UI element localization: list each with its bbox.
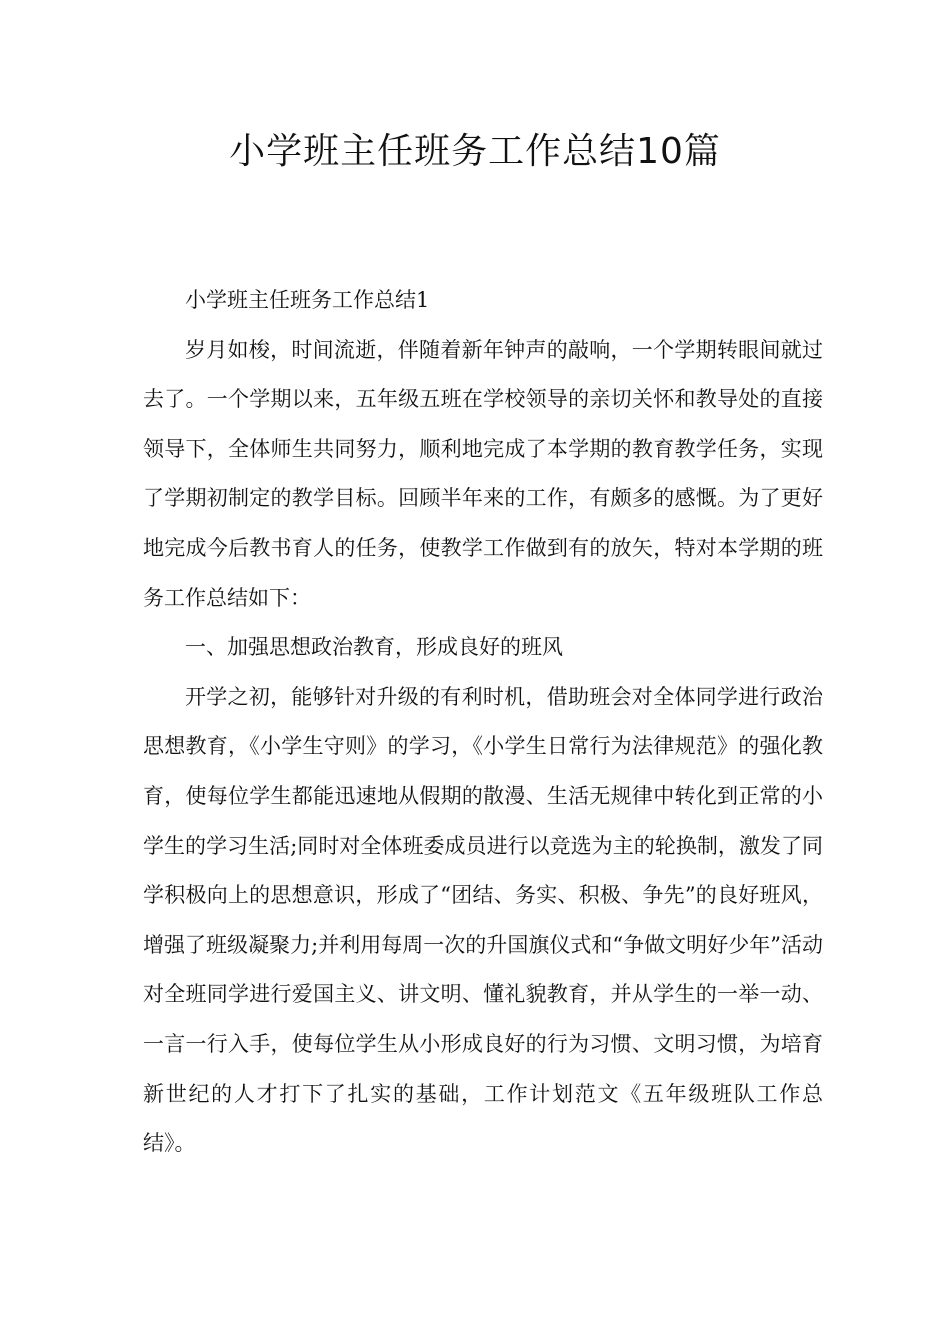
paragraph-body: 开学之初，能够针对升级的有利时机，借助班会对全体同学进行政治思想教育，《小学生守则》的学习，《小学生日常行为法律规范》的强化教育，使每位学生都能迅速地从假期的散漫、生活无规律中转化到正常的小学生的学习生活;同时对全体班委成员进行以竞选为主的轮换制，激发了同学积极向上的思想意识，形成了“团结、务实、积极、争先”的良好班风，增强了班级凝聚力;并利用每周一次的升国旗仪式和“争做文明好少年”活动对全班同学进行爱国主义、讲文明、懂礼貌教育，并从学生的一举一动、一言一行入手，使每位学生从小形成良好的行为习惯、文明习惯，为培育新世纪的人才打下了扎实的基础，工作计划范文《五年级班队工作总结》。 bbox=[143, 684, 823, 1156]
section-title: 小学班主任班务工作总结1 bbox=[185, 288, 430, 312]
paragraph-intro: 岁月如梭，时间流逝，伴随着新年钟声的敲响，一个学期转眼间就过去了。一个学期以来，五年级五班在学校领导的亲切关怀和教导处的直接领导下，全体师生共同努力，顺利地完成了本学期的教育教学任务，实现了学期初制定的教学目标。回顾半年来的工作，有颇多的感慨。为了更好地完成今后教书育人的任务，使教学工作做到有的放矢，特对本学期的班务工作总结如下： bbox=[143, 337, 823, 610]
document-body bbox=[143, 276, 823, 1169]
subsection-heading: 一、加强思想政治教育，形成良好的班风 bbox=[185, 635, 563, 660]
document-title: 小学班主任班务工作总结10篇 bbox=[229, 131, 721, 172]
